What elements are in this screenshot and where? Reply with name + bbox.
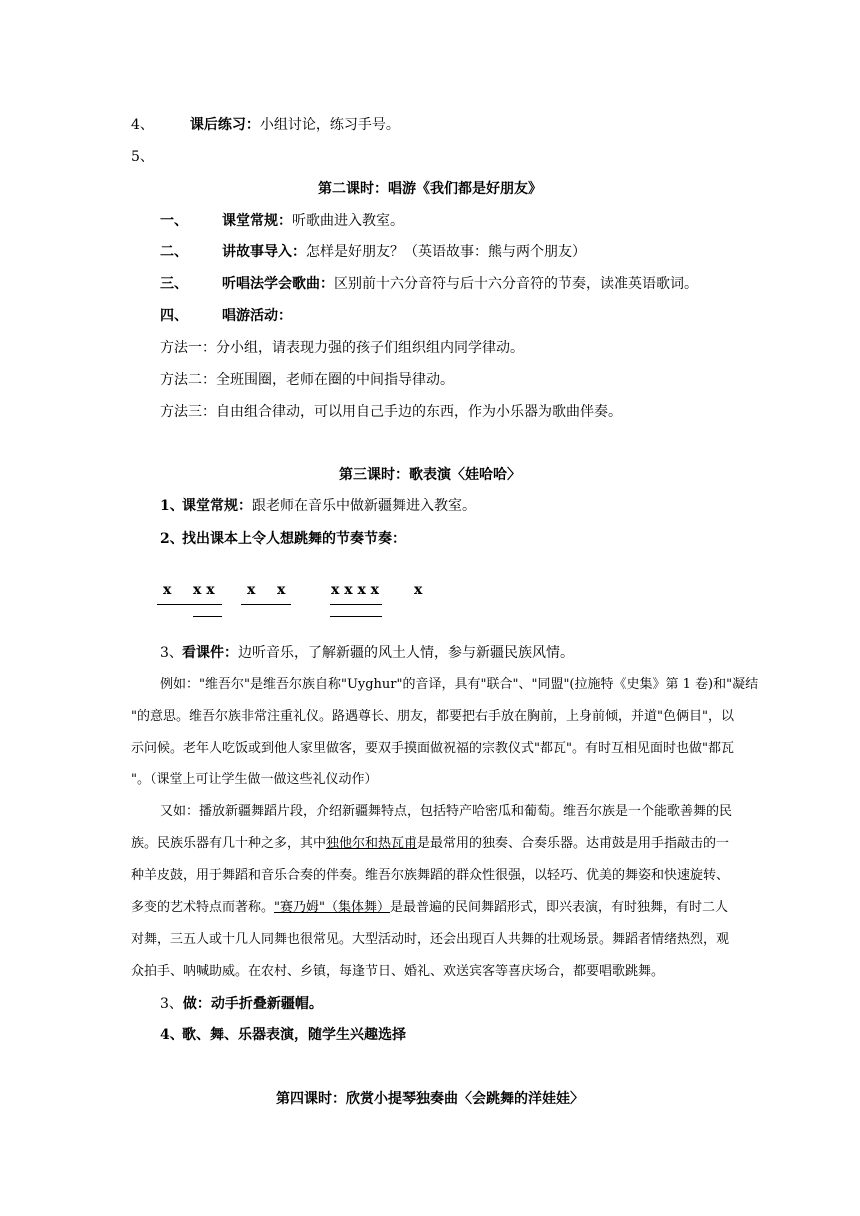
- beam-line: [157, 604, 222, 605]
- rhythm-note: x: [163, 582, 172, 598]
- beam-line: [330, 616, 382, 617]
- item-text: 边听音乐，了解新疆的风土人情，参与新疆民族风情。: [238, 645, 574, 661]
- item-number: 4、: [131, 117, 154, 133]
- lesson2-title: 第二课时：唱游《我们都是好朋友》: [318, 181, 542, 197]
- lesson2-item-4: [160, 306, 292, 326]
- lesson1-item5: [131, 147, 154, 167]
- item-number: 1、: [160, 498, 184, 514]
- text-span: 族。民族乐器有几十种之多，其中: [131, 836, 327, 851]
- item-text: 区别前十六分音符与后十六分音符的节奏，读准英语歌词。: [334, 276, 698, 292]
- item-text: 怎样是好朋友？（英语故事：熊与两个朋友）: [306, 244, 586, 260]
- underlined-term: 独他尔和热瓦甫: [326, 836, 418, 851]
- lesson4-title: 第四课时：欣赏小提琴独奏曲〈会跳舞的洋娃娃〉: [276, 1091, 584, 1107]
- item-label: 唱游活动：: [222, 308, 292, 324]
- item-number: 3、: [160, 996, 183, 1012]
- item-text: 听歌曲进入教室。: [292, 213, 404, 229]
- lesson2-item-3: [160, 274, 698, 294]
- lesson2-item-2: [160, 242, 586, 262]
- paragraph-line: "。（课堂上可让学生做一做这些礼仪动作）: [131, 772, 378, 787]
- paragraph-line: 示问候。老年人吃饭或到他人家里做客，要双手摸面做祝福的宗教仪式"都瓦"。有时互相见面时也做"都瓦: [131, 741, 734, 756]
- item-label: 课后练习：: [189, 117, 260, 133]
- rhythm-note: x x: [193, 582, 215, 598]
- text-span: 是最常用的独奏、合奏乐器。达甫鼓是用手指敲击的一: [417, 836, 730, 851]
- item-number: 一、: [160, 213, 188, 229]
- item-text: 跟老师在音乐中做新疆舞进入教室。: [252, 498, 476, 514]
- beam-line: [241, 604, 291, 605]
- paragraph-line: 又如：播放新疆舞蹈片段，介绍新疆舞特点，包括特产哈密瓜和葡萄。维吾尔族是一个能歌善舞的民: [160, 804, 733, 819]
- lesson2-method-1: 方法一：分小组，请表现力强的孩子们组织组内同学律动。: [160, 340, 524, 356]
- item-number: 3、: [160, 645, 183, 661]
- item-label: 课堂常规：: [222, 213, 292, 229]
- item-number: 二、: [160, 244, 188, 260]
- paragraph-line: 众拍手、呐喊助威。在农村、乡镇，每逢节日、婚礼、欢送宾客等喜庆场合，都要唱歌跳舞。: [131, 964, 665, 979]
- rhythm-note: x: [414, 582, 423, 598]
- lesson3-item-1: [160, 496, 476, 516]
- lesson3-item-3b: [160, 994, 323, 1014]
- text-span: 多变的艺术特点而著称。: [131, 900, 275, 915]
- paragraph-line: 种羊皮鼓，用于舞蹈和音乐合奏的伴奏。维吾尔族舞蹈的群众性很强，以轻巧、优美的舞姿和快速旋转、: [131, 868, 730, 883]
- text-span: 是最普遍的民间舞蹈形式，即兴表演，有时独舞，有时二人: [389, 900, 728, 915]
- item-text: 找出课本上令人想跳舞的节奏节奏：: [182, 531, 406, 547]
- item-text: 歌、舞、乐器表演，随学生兴趣选择: [182, 1027, 406, 1043]
- beam-line: [193, 616, 222, 617]
- item-number: 4、: [160, 1027, 184, 1043]
- item-label: 讲故事导入：: [222, 244, 306, 260]
- rhythm-note: x: [247, 582, 256, 598]
- lesson2-method-3: 方法三：自由组合律动，可以用自己手边的东西，作为小乐器为歌曲伴奏。: [160, 404, 622, 420]
- lesson3-item-3: [160, 643, 574, 663]
- paragraph-line: "的意思。维吾尔族非常注重礼仪。路遇尊长、朋友，都要把右手放在胸前，上身前倾，并道"色俩目"，以: [131, 709, 734, 724]
- paragraph-line: [131, 834, 729, 854]
- lesson3-item-4: [160, 1025, 406, 1045]
- paragraph-line: 例如："维吾尔"是维吾尔族自称"Uyghur"的音译，具有"联合"、"同盟"(拉施特《史集》第 1 卷)和"凝结: [160, 677, 759, 692]
- item-number: 5、: [131, 149, 154, 165]
- lesson2-method-2: 方法二：全班围圈，老师在圈的中间指导律动。: [160, 372, 454, 388]
- item-text: 小组讨论，练习手号。: [259, 117, 400, 133]
- paragraph-line: [131, 898, 728, 918]
- item-label: 看课件：: [182, 645, 238, 661]
- lesson3-title: 第三课时：歌表演〈娃哈哈〉: [339, 467, 521, 483]
- lesson2-item-1: [160, 211, 404, 231]
- beam-line: [330, 604, 382, 605]
- underlined-term: "赛乃姆"（集体舞）: [274, 900, 390, 915]
- rhythm-note: x x x x: [331, 582, 380, 598]
- item-number: 2、: [160, 531, 184, 547]
- item-label: 听唱法学会歌曲：: [222, 276, 334, 292]
- item-number: 四、: [160, 308, 188, 324]
- paragraph-line: 对舞，三五人或十几人同舞也很常见。大型活动时，还会出现百人共舞的壮观场景。舞蹈者情绪热烈，观: [131, 932, 730, 947]
- lesson3-item-2: [160, 529, 406, 549]
- rhythm-note: x: [277, 582, 286, 598]
- item-text: 做：动手折叠新疆帽。: [182, 996, 323, 1012]
- lesson1-item4: [131, 115, 400, 135]
- item-label: 课堂常规：: [182, 498, 252, 514]
- item-number: 三、: [160, 276, 188, 292]
